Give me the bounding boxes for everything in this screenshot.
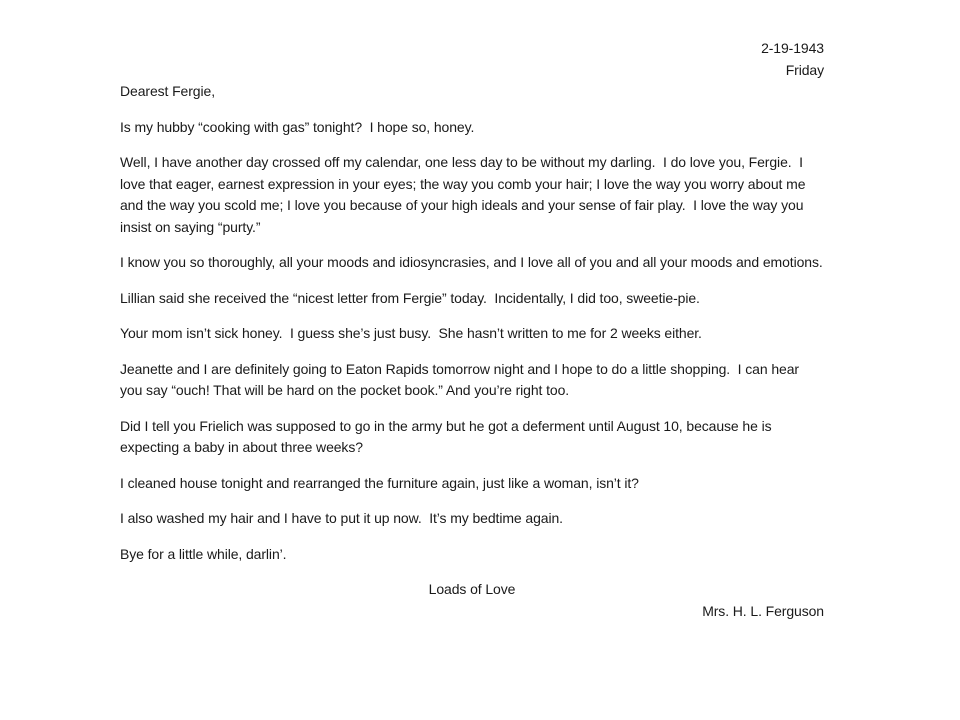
letter-paragraph: I cleaned house tonight and rearranged the furniture again, just like a woman, isn’t it? — [120, 474, 639, 491]
salutation: Dearest Fergie, — [120, 83, 215, 99]
letter-body — [120, 38, 824, 622]
letter-paragraph: Well, I have another day crossed off my calendar, one less day to be without my darling. I do love you, Fergie. I love that eager, earnest expression in your eyes; the way you comb your hair; I love the way you worry about me and the way you scold me; I love you because of your high ideals and your sense of fair play. I love the way you insist on saying “purty.” — [120, 154, 810, 235]
closing: Loads of Love — [428, 581, 516, 597]
letter-paragraph: Is my hubby “cooking with gas” tonight? I hope so, honey. — [120, 118, 475, 135]
letter-paragraph: Lillian said she received the “nicest letter from Fergie” today. Incidentally, I did too, sweetie-pie. — [120, 289, 700, 306]
letter-paragraph: I also washed my hair and I have to put it up now. It’s my bedtime again. — [120, 510, 563, 526]
letter-paragraph: Jeanette and I are definitely going to Eaton Rapids tomorrow night and I hope to do a little shopping. I can hear you say “ouch! That will be hard on the pocket book.” And you’re right too. — [120, 360, 803, 398]
letter-paragraph: Your mom isn’t sick honey. I guess she’s just busy. She hasn’t written to me for 2 weeks either. — [120, 325, 702, 341]
letter-paragraph: Did I tell you Frielich was supposed to go in the army but he got a deferment until August 10, because he is expecting a baby in about three weeks? — [120, 417, 776, 455]
letter-date: 2-19-1943 — [761, 40, 824, 56]
letter-paragraph: Bye for a little while, darlin’. — [120, 545, 287, 562]
letter-paragraph: I know you so thoroughly, all your moods and idiosyncrasies, and I love all of you and all your moods and emotions. — [120, 254, 823, 270]
signature: Mrs. H. L. Ferguson — [702, 602, 824, 619]
letter-day: Friday — [785, 61, 824, 78]
